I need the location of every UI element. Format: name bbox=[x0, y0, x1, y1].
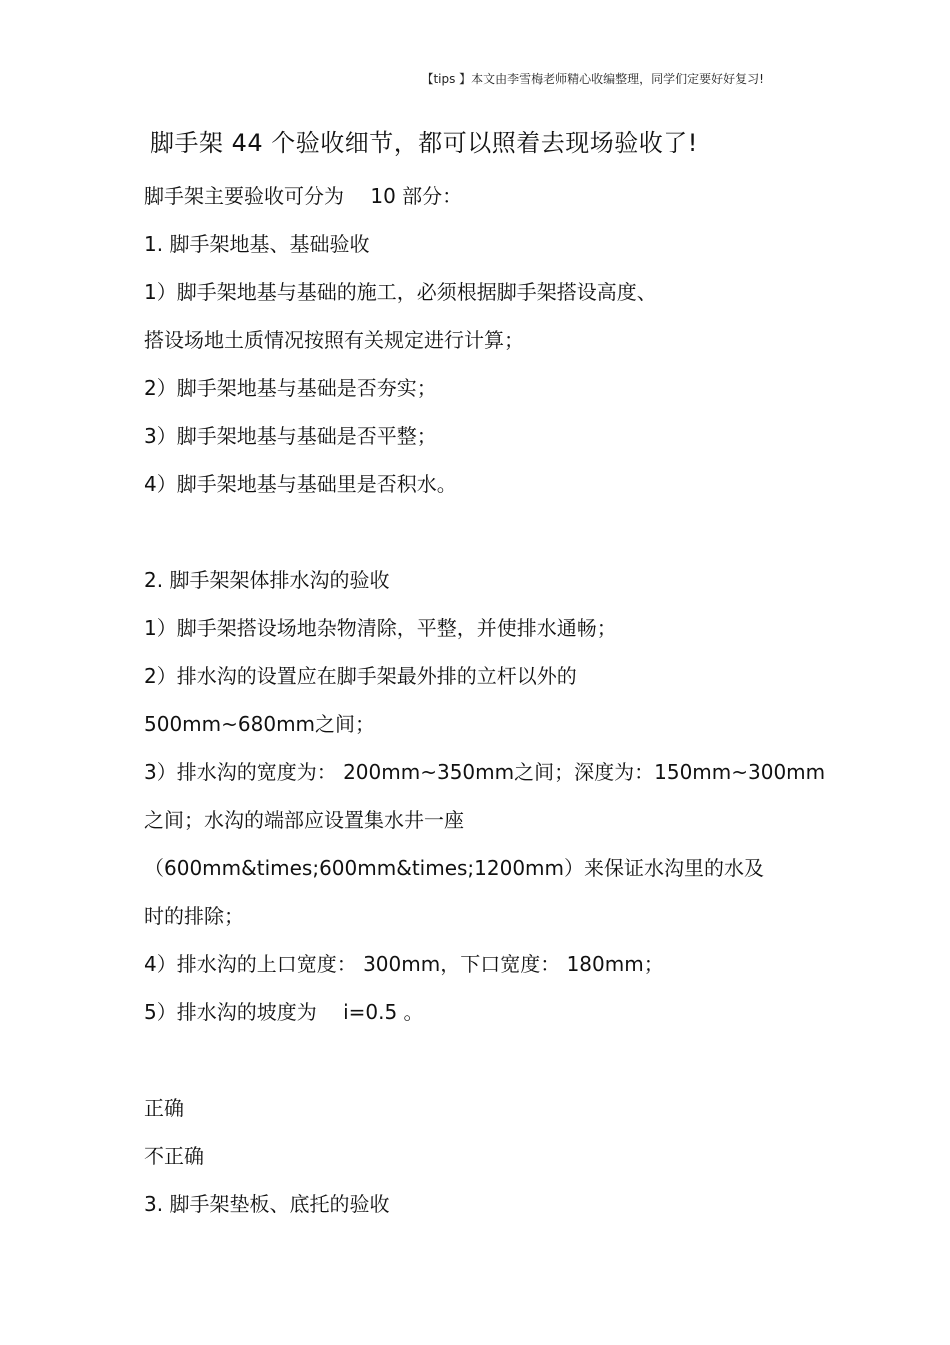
paragraph-line: （600mm&times;600mm&times;1200mm）来保证水沟里的水及 bbox=[144, 856, 765, 880]
paragraph-line: 1）脚手架地基与基础的施工，必须根据脚手架搭设高度、 bbox=[144, 280, 657, 304]
paragraph-line: 搭设场地土质情况按照有关规定进行计算； bbox=[144, 328, 524, 352]
paragraph-line: 3）脚手架地基与基础是否平整； bbox=[144, 424, 437, 448]
paragraph-line: 时的排除； bbox=[144, 904, 244, 928]
paragraph-line: 3）排水沟的宽度为： 200mm~350mm之间；深度为：150mm~300mm bbox=[144, 760, 826, 784]
paragraph-line: 1）脚手架搭设场地杂物清除，平整，并使排水通畅； bbox=[144, 616, 617, 640]
paragraph-line: 4）脚手架地基与基础里是否积水。 bbox=[144, 472, 457, 496]
paragraph-line: 2）脚手架地基与基础是否夯实； bbox=[144, 376, 437, 400]
section-heading-3: 3. 脚手架垫板、底托的验收 bbox=[144, 1192, 390, 1216]
section-heading-2: 2. 脚手架架体排水沟的验收 bbox=[144, 568, 390, 592]
paragraph-line: 4）排水沟的上口宽度： 300mm，下口宽度： 180mm； bbox=[144, 952, 664, 976]
answer-correct: 正确 bbox=[144, 1096, 184, 1120]
document-title: 脚手架 44 个验收细节，都可以照着去现场验收了! bbox=[150, 129, 698, 157]
paragraph-line: 2）排水沟的设置应在脚手架最外排的立杆以外的 bbox=[144, 664, 577, 688]
header-tip: 【tips 】本文由李雪梅老师精心收编整理，同学们定要好好复习! bbox=[421, 72, 764, 86]
section-heading-1: 1. 脚手架地基、基础验收 bbox=[144, 232, 370, 256]
intro-text: 脚手架主要验收可分为 10 部分： bbox=[144, 184, 463, 208]
answer-incorrect: 不正确 bbox=[144, 1144, 204, 1168]
paragraph-line: 5）排水沟的坡度为 i=0.5 。 bbox=[144, 1000, 424, 1024]
paragraph-line: 500mm~680mm之间； bbox=[144, 712, 376, 736]
paragraph-line: 之间；水沟的端部应设置集水井一座 bbox=[144, 808, 464, 832]
